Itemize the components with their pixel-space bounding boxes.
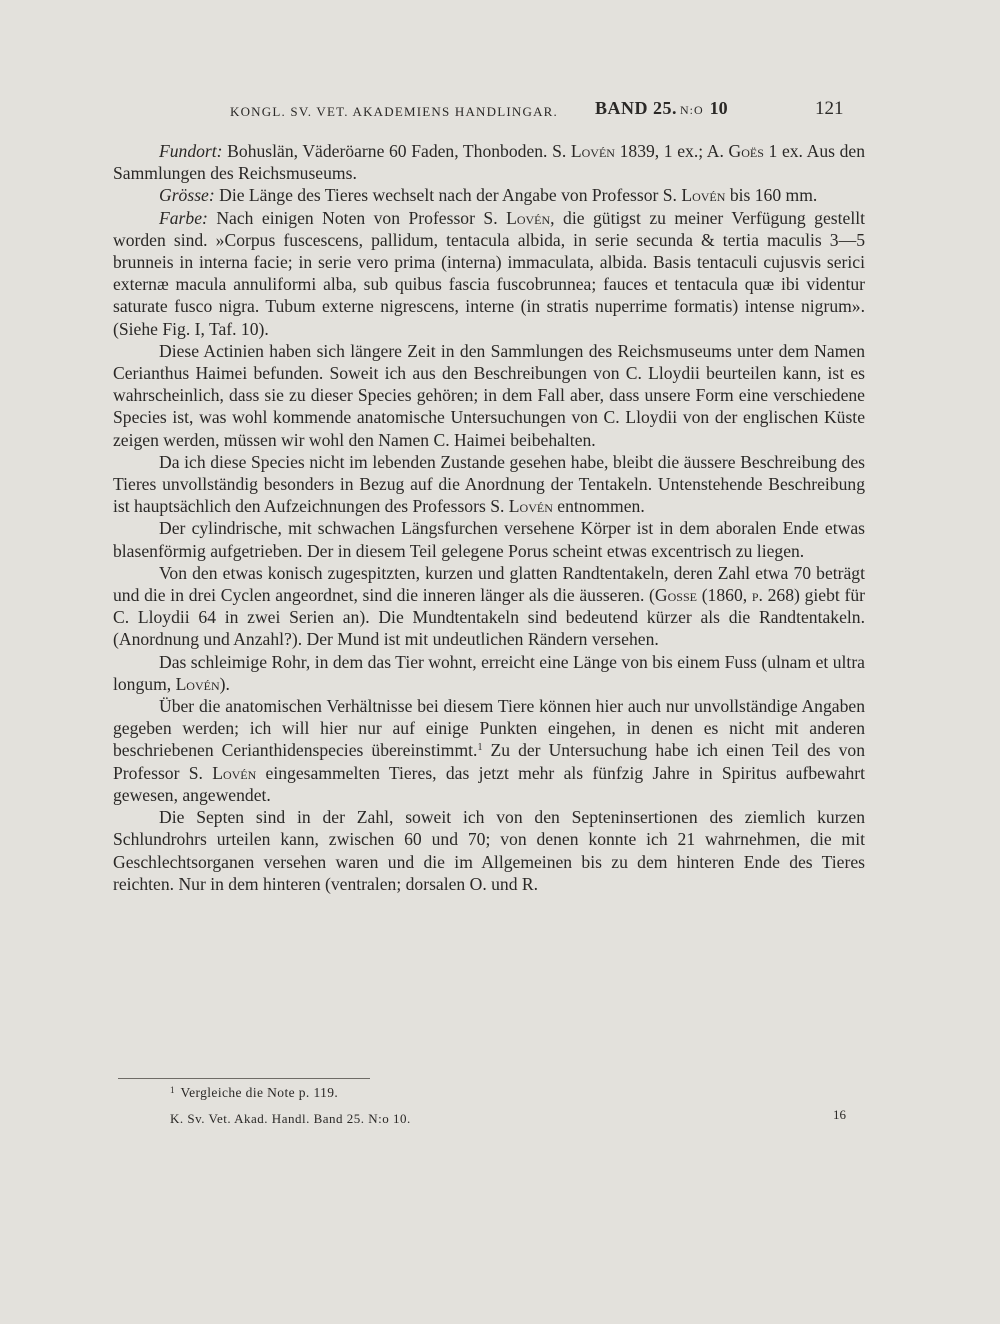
text-segment: Das schleimige Rohr, in dem das Tier wohnt, erreicht eine Länge von bis einem Fuss (ulnam et ultra longum, bbox=[113, 651, 865, 694]
text-segment: Grösse: bbox=[159, 185, 215, 206]
text-segment: Lovén bbox=[212, 762, 257, 783]
text-segment: Da ich diese Species nicht im lebenden Zustande gesehen habe, bleibt die äussere Beschreibung des Tieres unvollständig besonders in Bezug auf die Anordnung der Tentakeln. Untenstehende Beschreibung ist hauptsächlich den Aufzeichnungen des Professors S. bbox=[113, 451, 865, 517]
text-segment: (1860, p. 268) bbox=[696, 585, 800, 606]
paragraph bbox=[113, 517, 865, 561]
footnote-reference: 1 bbox=[477, 742, 483, 754]
volume-label: BAND 25. bbox=[595, 98, 678, 118]
page-number: 121 bbox=[815, 98, 844, 119]
text-segment: Nach einigen Noten von Professor S. bbox=[207, 207, 507, 228]
text-segment: giebt für C. Lloydii 64 in zwei Serien an). Die Mundtentakeln sind bedeutend kürzer als die Randtentakeln. (Anordnung und Anzahl?). Der Mund ist mit undeutlichen Rändern versehen. bbox=[113, 585, 865, 650]
text-segment: Über die anatomischen Verhältnisse bei diesem Tiere können hier auch nur unvollständige Angaben gegeben werden; ich will hier nur auf einige Punkten eingehen, in denen es nicht mit anderen beschriebenen Cerianthidenspecies übereinstimmt. bbox=[113, 696, 865, 761]
paragraph bbox=[113, 340, 865, 451]
text-segment: Goës bbox=[728, 141, 764, 161]
issue-number-value: 10 bbox=[709, 98, 728, 118]
issue-number-label: N:O bbox=[680, 103, 704, 117]
paragraph bbox=[113, 562, 865, 651]
text-segment: Farbe: bbox=[159, 207, 208, 228]
text-segment: Bohuslän, Väderöarne 60 Faden, Thonboden. S. bbox=[222, 141, 571, 161]
text-segment: ). bbox=[219, 673, 230, 694]
text-segment: 1 ex. Aus den Sammlungen des Reichsmuseums. bbox=[113, 141, 865, 184]
text-segment: Von den etwas konisch zugespitzten, kurzen und glatten Randtentakeln, deren Zahl etwa 70 beträgt und die in drei Cyclen angeordnet, sind die inneren länger als die äusseren. ( bbox=[113, 562, 865, 606]
text-segment: Lovén bbox=[506, 207, 551, 228]
text-segment: eingesammelten Tieres, das jetzt mehr als fünfzig Jahre in Spiritus aufbewahrt gewesen, angewendet. bbox=[113, 762, 865, 805]
paragraph bbox=[113, 451, 865, 518]
text-segment: 1839, 1 ex.; A. bbox=[614, 141, 729, 161]
text-segment: Gosse bbox=[654, 585, 697, 606]
paragraph bbox=[113, 695, 865, 806]
sheet-signature: 16 bbox=[833, 1107, 846, 1122]
text-segment: Der cylindrische, mit schwachen Längsfurchen versehene Körper ist in dem aboralen Ende etwas blasenförmig aufgetrieben. Der in diesem Teil gelegene Porus scheint etwas excentrisch zu liegen. bbox=[113, 518, 865, 561]
paragraph bbox=[113, 651, 865, 695]
paragraph bbox=[113, 140, 865, 184]
footnote-divider bbox=[118, 1078, 370, 1079]
text-segment: bis 160 mm. bbox=[725, 185, 818, 206]
text-segment: Lovén bbox=[175, 673, 220, 694]
paragraph bbox=[113, 207, 865, 340]
body-text bbox=[113, 140, 865, 895]
issue-number bbox=[680, 98, 728, 119]
text-segment: entnommen. bbox=[552, 496, 645, 517]
text-segment: Die Septen sind in der Zahl, soweit ich von den Septeninsertionen des ziemlich kurzen Schlundrohrs urteilen kann, zwischen 60 und 70; von denen konnte ich 21 wahrnehmen, die mit Geschlechtsorganen versehen waren und die im Allgemeinen bis zu dem hinteren Ende des Tieres reichten. Nur in dem hinteren (ventralen; dorsalen O. und R. bbox=[113, 807, 865, 894]
text-segment: Fundort: bbox=[159, 141, 223, 161]
text-segment: Zu der Untersuchung habe ich einen Teil des von Professor S. bbox=[113, 740, 865, 783]
text-segment: , die gütigst zu meiner Verfügung gestellt worden sind. »Corpus fuscescens, pallidum, tentacula albida, in serie secunda & tertia maculis 3—5 brunneis in interna facie; in serie vero prima (interna) immaculata, albida. Basis tentaculi cujusvis serici externæ macula annuliformi alba, sub quibus fascia fuscobrunnea; fauces et tentacula quæ ibi videntur saturate fusco nigra. Tubum externe nigrescens, interne (in stratis nuperrime formatis) intense nigrum». (Siehe Fig. I, Taf. 10). bbox=[113, 207, 865, 339]
text-segment: Die Länge des Tieres wechselt nach der Angabe von Professor S. bbox=[214, 185, 682, 206]
text-segment: Lovén bbox=[681, 185, 726, 206]
footnote-text: Vergleiche die Note p. 119. bbox=[180, 1085, 339, 1100]
imprint-line: K. Sv. Vet. Akad. Handl. Band 25. N:o 10. bbox=[170, 1111, 411, 1126]
text-segment: Lovén bbox=[508, 496, 553, 517]
text-segment: Lovén bbox=[570, 141, 615, 161]
journal-title: KONGL. SV. VET. AKADEMIENS HANDLINGAR. bbox=[230, 104, 558, 119]
text-segment: Diese Actinien haben sich längere Zeit in den Sammlungen des Reichsmuseums unter dem Namen Cerianthus Haimei befunden. Soweit ich aus den Beschreibungen von C. Lloydii beurteilen kann, ist es wahrscheinlich, dass sie zu dieser Species gehören; in dem Fall aber, dass unsere Form eine verschiedene Species ist, was wohl kommende anatomische Untersuchungen von C. Lloydii von der englischen Küste zeigen werden, müssen wir wohl den Namen C. Haimei beibehalten. bbox=[113, 340, 865, 450]
paragraph bbox=[113, 806, 865, 895]
running-header bbox=[0, 96, 1000, 126]
footnote bbox=[170, 1085, 338, 1101]
paragraph bbox=[113, 184, 865, 206]
footnote-marker: 1 bbox=[170, 1085, 175, 1095]
